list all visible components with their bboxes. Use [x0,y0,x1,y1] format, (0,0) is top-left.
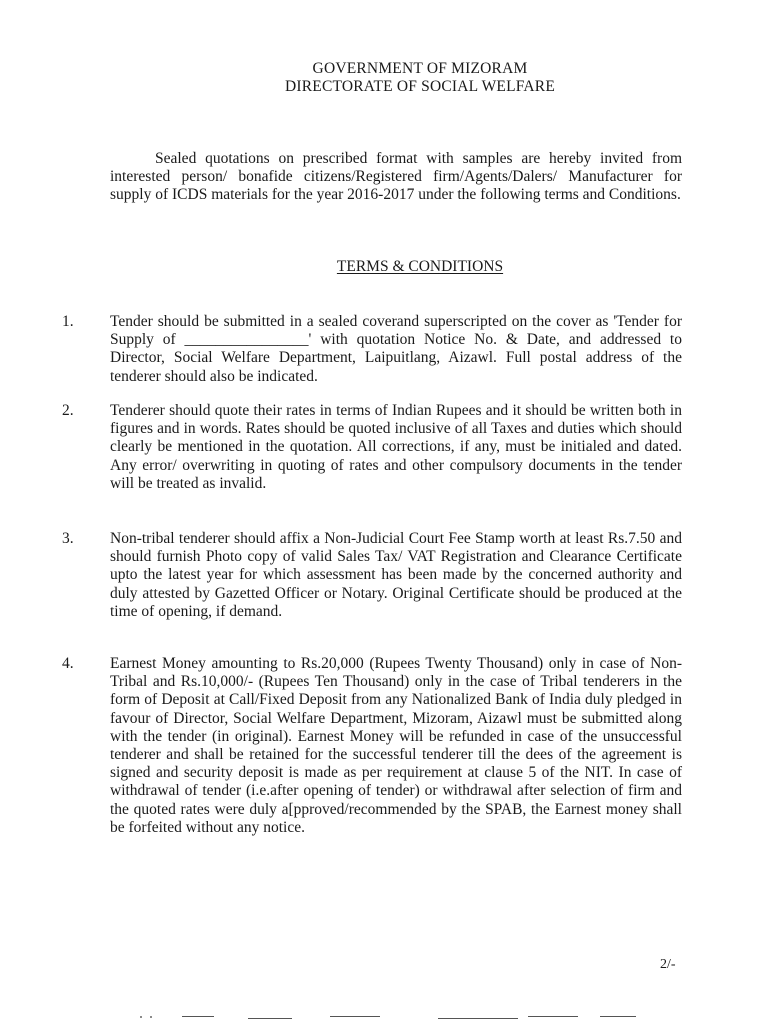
term-number: 2. [62,402,74,419]
scan-line [438,1018,518,1019]
terms-heading-text: TERMS & CONDITIONS [336,258,504,275]
scan-line [600,1016,636,1017]
term-text: Tender should be submitted in a sealed coverand superscripted on the cover as 'Tender for Supply of ________________' with quotation Notice No. & Date, and addressed to Director, Social Welfare Department, Laipuitlang, Aizawl. Full postal address of the tenderer should also be indicated. [110,313,682,385]
intro-paragraph: Sealed quotations on prescribed format with samples are hereby invited from interested person/ bonafide citizens/Registered firm/Agents/Dalers/ Manufacturer for supply of ICDS materials for the year 2016-2017 under the following terms and Conditions. [110,150,682,204]
scan-line [182,1016,214,1017]
term-text: Earnest Money amounting to Rs.20,000 (Rupees Twenty Thousand) only in case of Non-Tribal and Rs.10,000/- (Rupees Ten Thousand) only in the case of Tribal tenderers in the form of Deposit at Call/Fixed Deposit from any Nationalized Bank of India duly pledged in favour of Director, Social Welfare Department, Mizoram, Aizawl must be submitted along with the tender (in original). Earnest Money will be refunded in case of the unsuccessful tenderer and shall be retained for the successful tenderer till the dees of the agreement is signed and security deposit is made as per requirement at clause 5 of the NIT. In case of withdrawal of tender (i.e.after opening of tender) or withdrawal after selection of firm and the quoted rates were duly a[pproved/recommended by the SPAB, the Earnest money shall be forfeited without any notice. [110,655,682,836]
document-header [0,60,770,96]
scan-line [248,1018,292,1019]
scan-line [330,1016,380,1017]
term-number: 4. [62,655,74,672]
term-number: 3. [62,530,74,547]
term-text: Non-tribal tenderer should affix a Non-Judicial Court Fee Stamp worth at least Rs.7.50 and should furnish Photo copy of valid Sales Tax/ VAT Registration and Clearance Certificate upto the latest year for which assessment has been made by the concerned authority and duly attested by Gazetted Officer or Notary. Original Certificate should be produced at the time of opening, if demand. [110,530,682,620]
header-directorate: DIRECTORATE OF SOCIAL WELFARE [284,78,556,95]
page-number: 2/- [660,957,676,972]
header-government: GOVERNMENT OF MIZORAM [312,60,528,77]
term-text: Tenderer should quote their rates in terms of Indian Rupees and it should be written both in figures and in words. Rates should be quoted inclusive of all Taxes and duties which should clearly be mentioned in the quotation. All corrections, if any, must be initialed and dated. Any error/ overwriting in quoting of rates and other compulsory documents in the tender will be treated as invalid. [110,402,682,492]
term-number: 1. [62,313,74,330]
scan-dot [140,1016,142,1018]
scan-line [528,1016,578,1017]
terms-heading [0,258,770,276]
scan-artifacts [0,1010,770,1024]
scan-dot [150,1016,152,1018]
